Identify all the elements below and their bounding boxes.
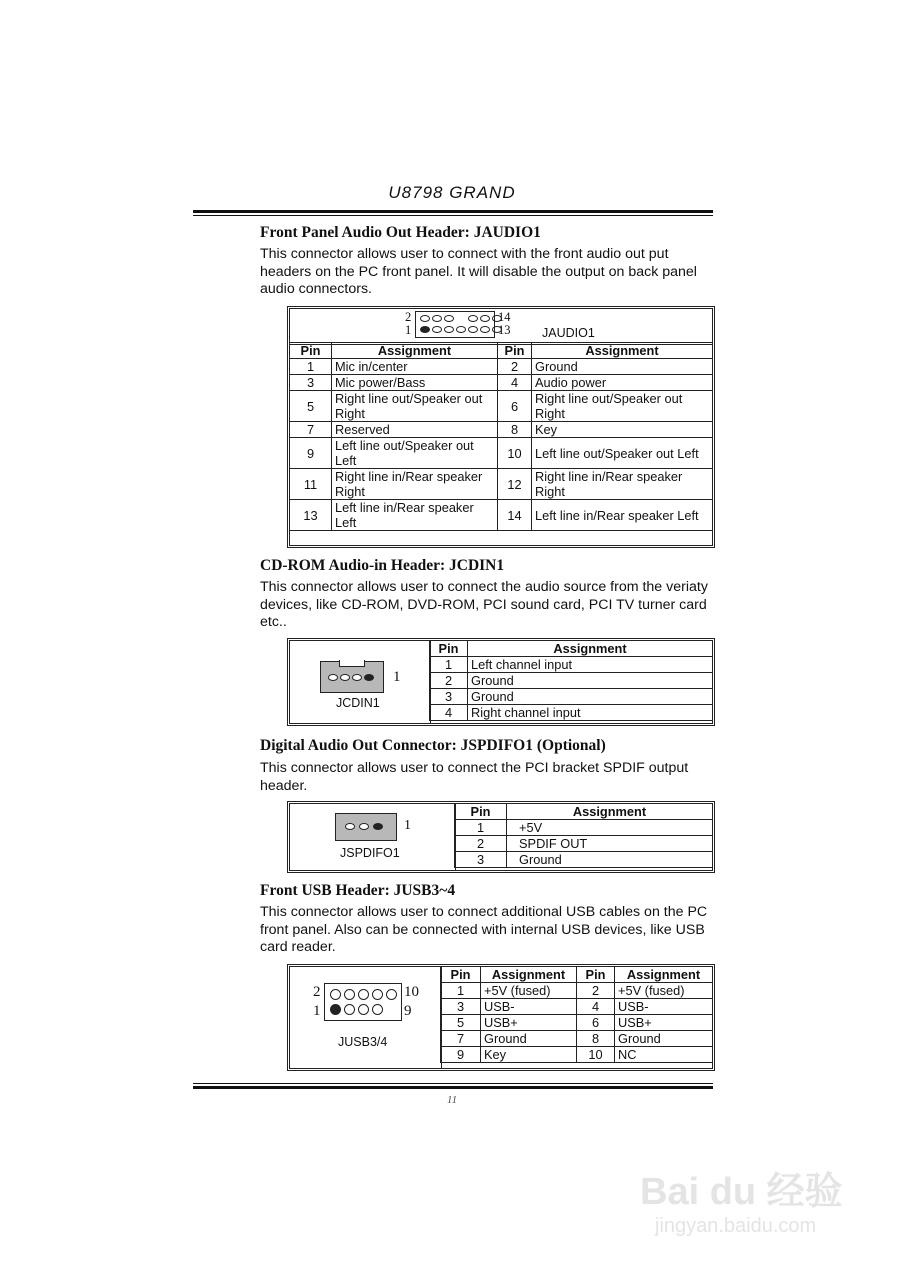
- jusb-diagram: [290, 967, 442, 1068]
- pin-cell: 8: [577, 1031, 615, 1047]
- pin-cell: 3: [441, 999, 481, 1015]
- assignment-cell: +5V (fused): [481, 983, 577, 999]
- jaudio-pin-row-bottom: [420, 326, 502, 333]
- jaudio-pin-label-1: 1: [405, 323, 412, 337]
- jspdif-heading: Digital Audio Out Connector: JSPDIFO1 (Optional): [260, 737, 606, 754]
- assignment-cell: USB+: [481, 1015, 577, 1031]
- jcdin-heading: CD-ROM Audio-in Header: JCDIN1: [260, 557, 505, 574]
- jusb-header-connector: [324, 983, 402, 1021]
- header-rule: [193, 210, 713, 213]
- jusb-pin-label-2: 2: [313, 984, 321, 1000]
- table-row: [441, 1031, 713, 1047]
- table-row: [455, 836, 713, 852]
- pin-cell: 5: [290, 391, 332, 422]
- table-row: [441, 999, 713, 1015]
- jaudio-pin-label-13: 13: [498, 323, 511, 337]
- assignment-cell: NC: [615, 1047, 713, 1063]
- header-rule-thin: [193, 215, 713, 216]
- table-row: [441, 1047, 713, 1063]
- table-header-row: [290, 343, 713, 359]
- pin-cell: 3: [430, 689, 468, 705]
- pin-cell: 2: [430, 673, 468, 689]
- assignment-cell: Right line out/Speaker out Right: [332, 391, 498, 422]
- jcdin-pin-label-1: 1: [393, 669, 401, 685]
- jusb-pin-row-top: [330, 989, 397, 1000]
- jusb-connector-label: JUSB3/4: [338, 1035, 388, 1049]
- assignment-cell: Left line in/Rear speaker Left: [332, 500, 498, 531]
- jusb-description: This connector allows user to connect additional USB cables on the PC front panel. Also can be connected with internal USB devices, like USB card reader.: [260, 904, 708, 955]
- jusb-heading: Front USB Header: JUSB3~4: [260, 882, 456, 899]
- jspdif-description: This connector allows user to connect the PCI bracket SPDIF output header.: [260, 760, 689, 794]
- jspdif-pins: [345, 823, 383, 830]
- assignment-cell: USB-: [481, 999, 577, 1015]
- footer-rule-thin: [193, 1083, 713, 1084]
- pin-cell: 3: [455, 852, 507, 868]
- page-header-title: U8798 GRAND: [388, 183, 516, 202]
- jusb-figure: [287, 964, 715, 1071]
- jspdif-figure: [287, 801, 715, 873]
- pin-cell: 1: [455, 820, 507, 836]
- pin-cell: 11: [290, 469, 332, 500]
- assignment-cell: Right line in/Rear speaker Right: [532, 469, 713, 500]
- assignment-cell: Key: [481, 1047, 577, 1063]
- assignment-cell: Mic in/center: [332, 359, 498, 375]
- jaudio-description: This connector allows user to connect with the front audio out put headers on the PC front panel. It will disable the output on back panel audio connectors.: [260, 246, 697, 297]
- jaudio-pin-table: [289, 342, 713, 531]
- pin-cell: 12: [498, 469, 532, 500]
- pin-cell: 5: [441, 1015, 481, 1031]
- col-assignment: Assignment: [332, 343, 498, 359]
- table-row: [441, 1015, 713, 1031]
- pin-cell: 6: [498, 391, 532, 422]
- jspdif-diagram: [290, 804, 456, 870]
- pin-cell: 7: [290, 422, 332, 438]
- col-assignment: Assignment: [532, 343, 713, 359]
- assignment-cell: SPDIF OUT: [507, 836, 713, 852]
- jusb-pin-label-1: 1: [313, 1003, 321, 1019]
- jaudio-pin-label-2: 2: [405, 310, 412, 324]
- jspdif-pin-label-1: 1: [404, 818, 411, 833]
- pin-cell: 14: [498, 500, 532, 531]
- table-row: [290, 391, 713, 422]
- assignment-cell: Audio power: [532, 375, 713, 391]
- pin-cell: 4: [577, 999, 615, 1015]
- assignment-cell: Right channel input: [468, 705, 713, 721]
- pin-cell: 8: [498, 422, 532, 438]
- table-row: [455, 820, 713, 836]
- assignment-cell: Reserved: [332, 422, 498, 438]
- jcdin-pin-table: [429, 640, 713, 721]
- pin-cell: 2: [577, 983, 615, 999]
- table-row: [290, 500, 713, 531]
- col-pin: Pin: [441, 967, 481, 983]
- table-row: [430, 689, 713, 705]
- table-header-row: [441, 967, 713, 983]
- assignment-cell: Ground: [468, 673, 713, 689]
- table-row: [430, 673, 713, 689]
- jcdin-connector-label: JCDIN1: [336, 696, 380, 710]
- jusb-pin-label-9: 9: [404, 1003, 412, 1019]
- jusb-pin-row-bottom: [330, 1004, 383, 1015]
- jspdif-pin-table: [454, 803, 713, 868]
- table-row: [290, 438, 713, 469]
- table-row: [290, 422, 713, 438]
- jaudio-figure: [287, 306, 715, 548]
- pin-cell: 2: [455, 836, 507, 852]
- pin-cell: 6: [577, 1015, 615, 1031]
- col-pin: Pin: [498, 343, 532, 359]
- col-assignment: Assignment: [468, 641, 713, 657]
- assignment-cell: Mic power/Bass: [332, 375, 498, 391]
- table-row: [430, 657, 713, 673]
- baidu-watermark-logo: Bai du 经验: [640, 1171, 843, 1213]
- jcdin-pins: [328, 674, 374, 681]
- assignment-cell: Ground: [468, 689, 713, 705]
- assignment-cell: Key: [532, 422, 713, 438]
- jspdif-connector-label: JSPDIFO1: [340, 846, 400, 860]
- pin-cell: 7: [441, 1031, 481, 1047]
- jcdin-description: This connector allows user to connect the audio source from the veriaty devices, like CD-ROM, DVD-ROM, PCI sound card, PCI TV turner card etc..: [260, 579, 708, 630]
- pin-cell: 9: [290, 438, 332, 469]
- pin-cell: 1: [441, 983, 481, 999]
- col-assignment: Assignment: [507, 804, 713, 820]
- table-row: [290, 359, 713, 375]
- assignment-cell: Left channel input: [468, 657, 713, 673]
- assignment-cell: USB+: [615, 1015, 713, 1031]
- assignment-cell: Left line out/Speaker out Left: [332, 438, 498, 469]
- pin-cell: 4: [498, 375, 532, 391]
- jaudio-heading: Front Panel Audio Out Header: JAUDIO1: [260, 224, 541, 241]
- jcdin-diagram: [290, 641, 431, 723]
- col-assignment: Assignment: [481, 967, 577, 983]
- col-pin: Pin: [455, 804, 507, 820]
- jcdin-figure: [287, 638, 715, 726]
- assignment-cell: +5V (fused): [615, 983, 713, 999]
- pin-cell: 3: [290, 375, 332, 391]
- assignment-cell: Left line out/Speaker out Left: [532, 438, 713, 469]
- table-row: [290, 469, 713, 500]
- jaudio-diagram: [290, 309, 712, 345]
- jaudio-connector-label: JAUDIO1: [542, 326, 595, 340]
- table-row: [455, 852, 713, 868]
- jusb-pin-table: [440, 966, 713, 1063]
- pin-cell: 9: [441, 1047, 481, 1063]
- assignment-cell: Ground: [481, 1031, 577, 1047]
- pin-cell: 2: [498, 359, 532, 375]
- jspdif-connector: [335, 813, 397, 841]
- assignment-cell: Right line out/Speaker out Right: [532, 391, 713, 422]
- assignment-cell: +5V: [507, 820, 713, 836]
- col-assignment: Assignment: [615, 967, 713, 983]
- assignment-cell: Ground: [532, 359, 713, 375]
- pin-cell: 1: [430, 657, 468, 673]
- pin-cell: 10: [577, 1047, 615, 1063]
- footer-rule: [193, 1086, 713, 1089]
- table-header-row: [455, 804, 713, 820]
- table-header-row: [430, 641, 713, 657]
- jusb-pin-label-10: 10: [404, 984, 419, 1000]
- table-row: [430, 705, 713, 721]
- assignment-cell: Right line in/Rear speaker Right: [332, 469, 498, 500]
- jaudio-pin-row-top: [420, 315, 502, 322]
- col-pin: Pin: [577, 967, 615, 983]
- pin-cell: 10: [498, 438, 532, 469]
- baidu-watermark-url: jingyan.baidu.com: [655, 1215, 817, 1237]
- assignment-cell: Ground: [507, 852, 713, 868]
- table-row: [441, 983, 713, 999]
- assignment-cell: Left line in/Rear speaker Left: [532, 500, 713, 531]
- pin-cell: 1: [290, 359, 332, 375]
- jaudio-header-connector: [415, 311, 495, 338]
- table-row: [290, 375, 713, 391]
- jaudio-pin-label-14: 14: [498, 310, 511, 324]
- pin-cell: 4: [430, 705, 468, 721]
- jcdin-connector: [320, 661, 384, 693]
- pin-cell: 13: [290, 500, 332, 531]
- page-number: 11: [446, 1094, 458, 1106]
- col-pin: Pin: [430, 641, 468, 657]
- assignment-cell: USB-: [615, 999, 713, 1015]
- assignment-cell: Ground: [615, 1031, 713, 1047]
- col-pin: Pin: [290, 343, 332, 359]
